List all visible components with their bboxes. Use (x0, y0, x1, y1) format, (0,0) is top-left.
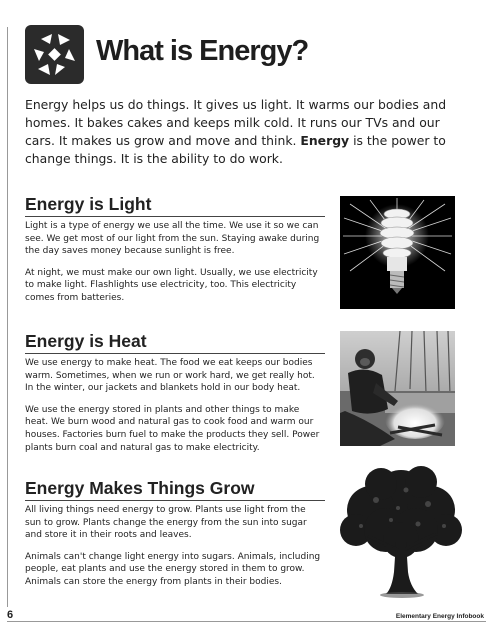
section-heading-heat: Energy is Heat (25, 331, 325, 354)
page-title: What is Energy? (96, 35, 309, 67)
intro-bold-term: Energy (300, 133, 350, 148)
section-heat-paragraph-2: We use the energy stored in plants and other things to make heat. We burn wood and natural gas to cook food and warm our houses. Factories burn fuel to make the products they sell. Power plants burn coal and natural gas to make electricity. (25, 404, 320, 453)
section-light-paragraph-2: At night, we must make our own light. Usually, we use electricity to make light. Flashlights use electricity, too. This electricity comes from batteries. (25, 267, 318, 303)
book-title: Elementary Energy Infobook (395, 613, 484, 620)
energy-arrows-icon (25, 25, 84, 84)
section-grow-paragraph-1: All living things need energy to grow. Plants use light from the sun to grow. Plants change the energy from the sun into sugar and store it in their roots and leaves. (25, 505, 307, 541)
section-heading-grow: Energy Makes Things Grow (25, 478, 325, 501)
light-bulb-image (340, 196, 455, 309)
page-frame-line (7, 27, 8, 607)
section-energy-light (25, 194, 325, 314)
campfire-image (340, 331, 455, 446)
section-light-paragraph-1: Light is a type of energy we use all the time. We use it so we can see. We get most of our light from the sun. Staying awake during the day saves money because sunlight is free. (25, 221, 320, 257)
section-heading-light: Energy is Light (25, 194, 325, 217)
page-number: 6 (7, 609, 14, 621)
footer-rule (7, 621, 486, 622)
intro-text-start: Energy helps us do things. It gives us light. It warms our bodies and homes. It bakes cakes and keeps milk cold. It runs our TVs and our cars. It makes us grow and move and think. (25, 97, 447, 148)
section-energy-heat (25, 331, 325, 463)
section-grow-paragraph-2: Animals can't change light energy into sugars. Animals, including people, eat plants and use the energy stored in them to grow. Animals can store the energy from plants in their bodies. (25, 551, 321, 587)
section-heat-paragraph-1: We use energy to make heat. The food we eat keeps our bodies warm. Sometimes, when we run or work hard, we get really hot. In the winter, our jackets and blankets hold in our body heat. (25, 358, 315, 394)
tree-image (336, 460, 466, 600)
intro-paragraph (25, 96, 465, 168)
intro-text-end: is the power to change things. It is the ability to do work. (25, 133, 446, 166)
section-energy-grow (25, 478, 325, 598)
